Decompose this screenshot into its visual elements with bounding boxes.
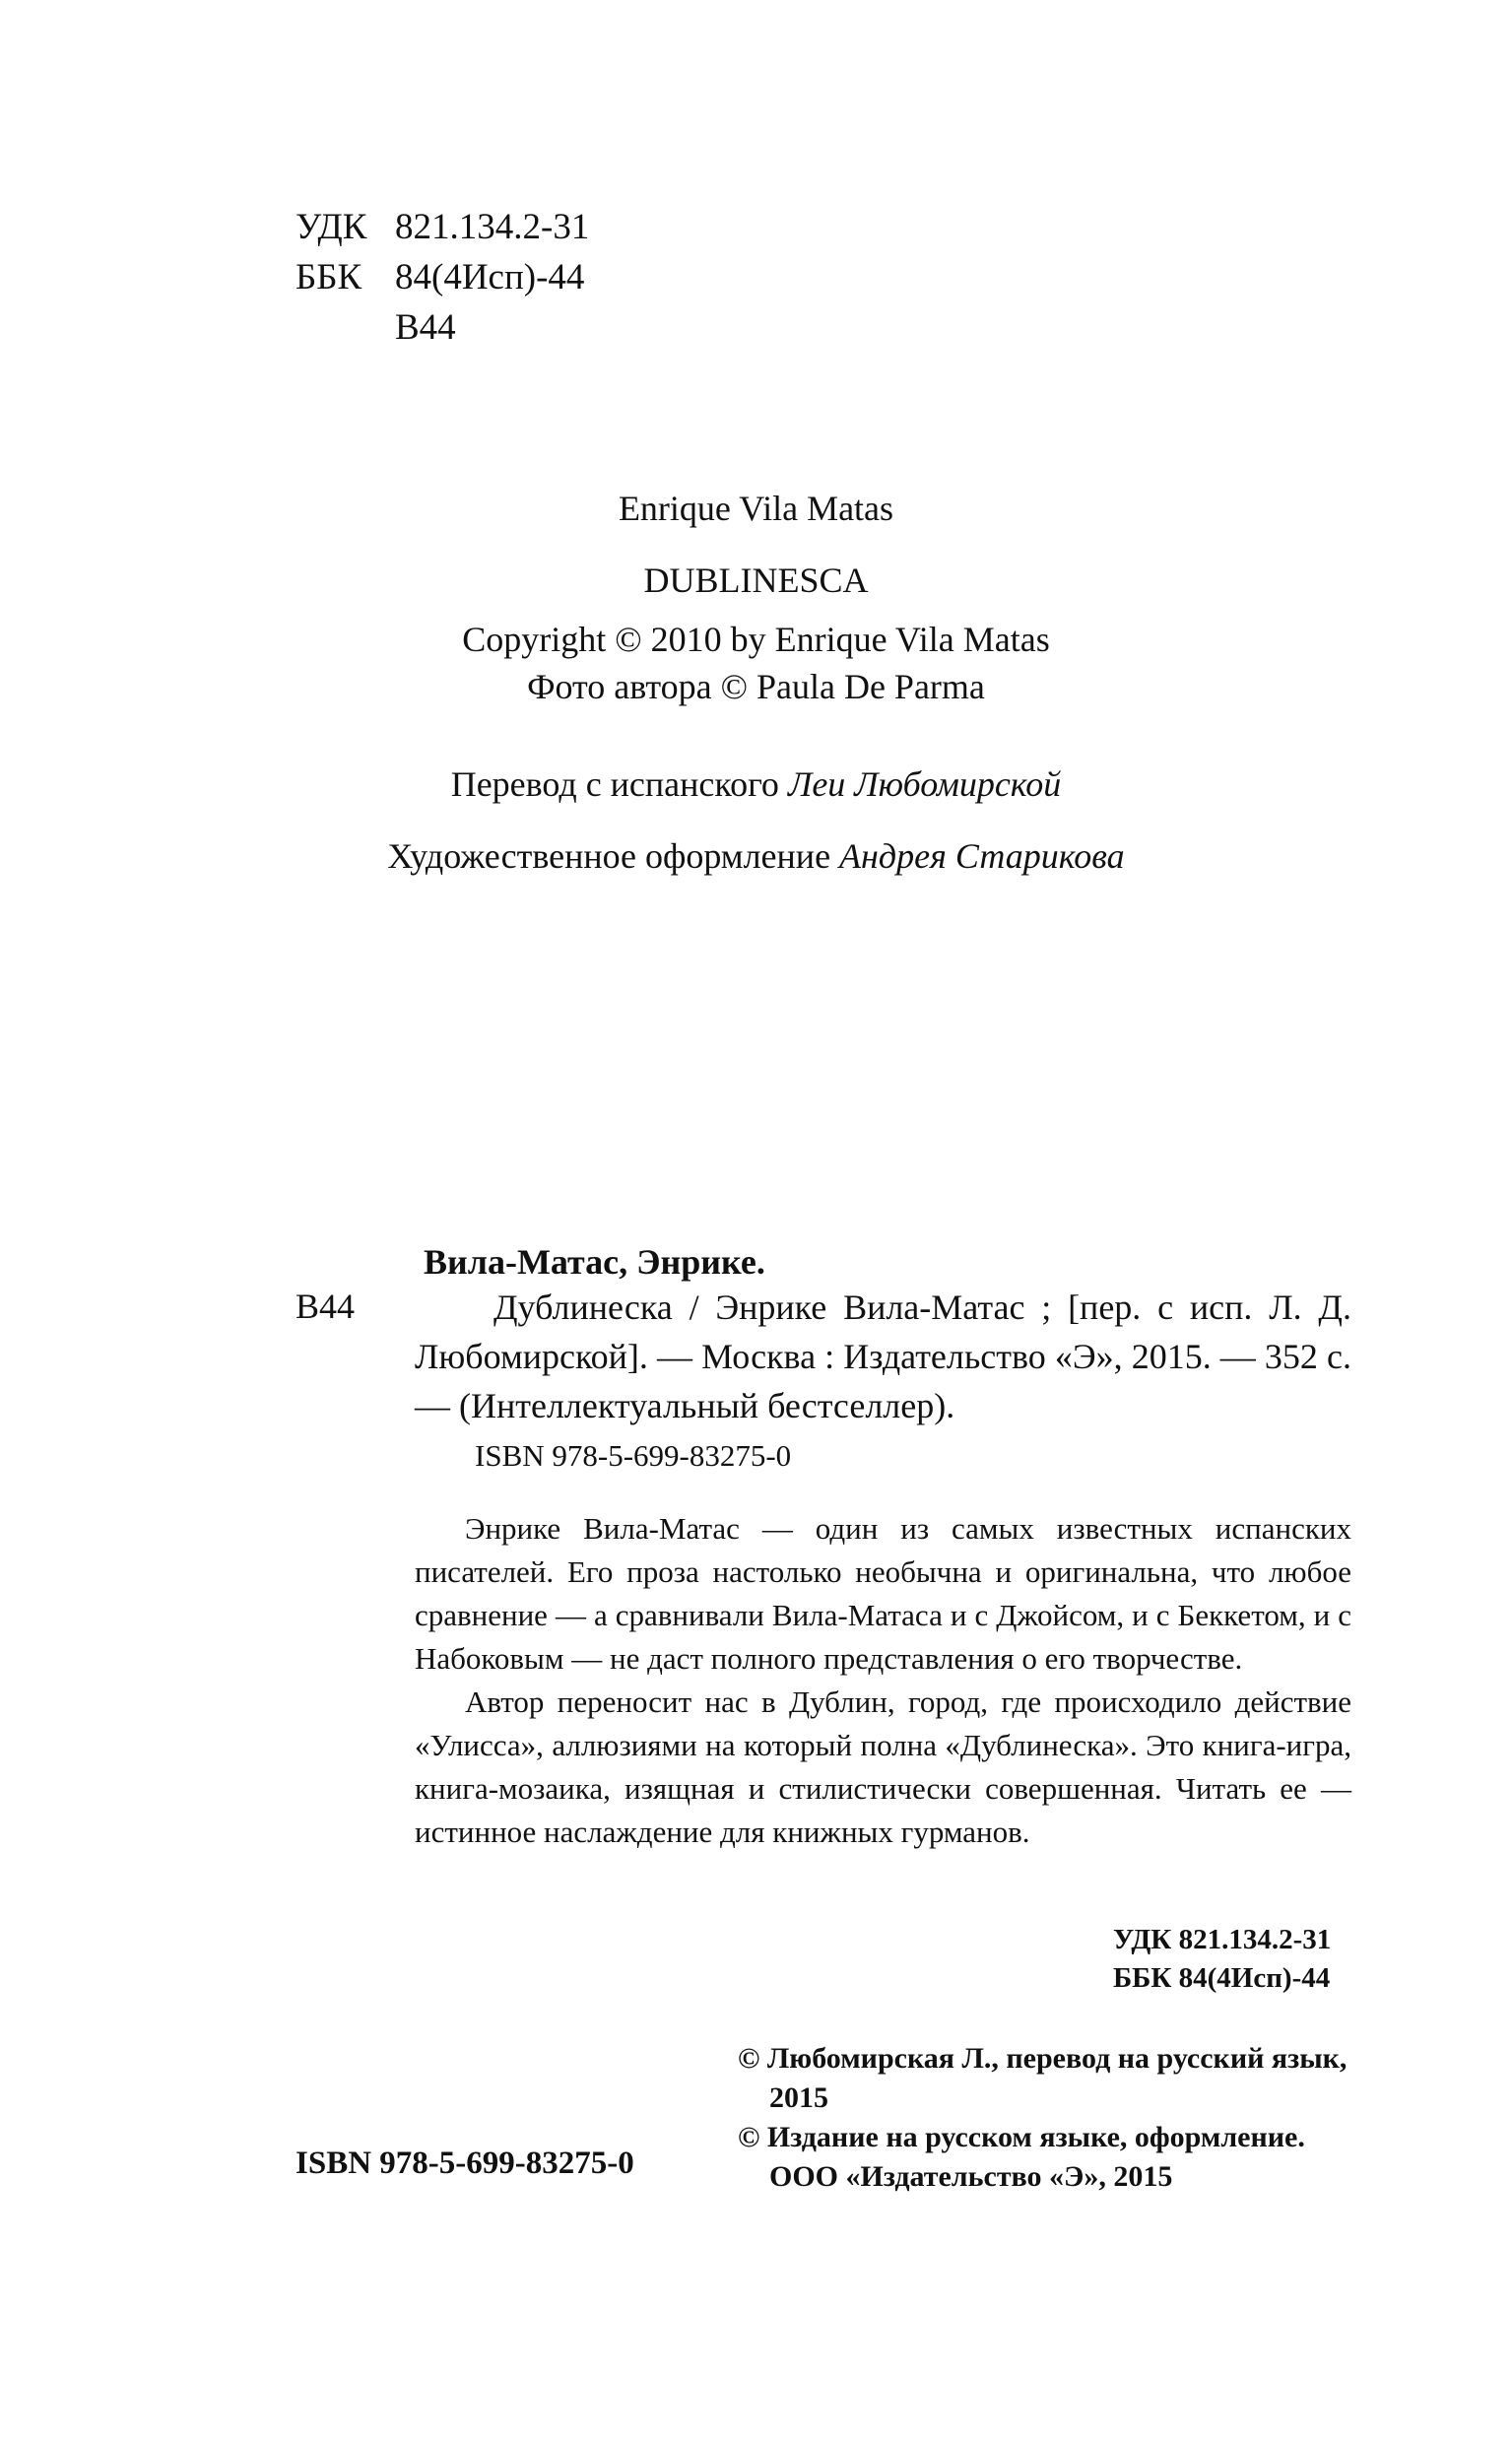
- catalog-author-mark: В44: [296, 1287, 356, 1326]
- original-title: DUBLINESCA: [643, 561, 869, 600]
- original-author: Enrique Vila Matas: [618, 489, 894, 528]
- catalog-description: Дублинеска / Энрике Вила-Матас ; [пер. с исп. Л. Д. Любомирской]. — Москва : Издательство «Э», 2015. — 352 с. — (Интеллектуальный бестселлер).: [415, 1288, 1351, 1425]
- bottom-bbk: ББК 84(4Исп)-44: [1113, 1962, 1331, 1994]
- design-credit: [0, 835, 1512, 877]
- bbk-label: ББК: [296, 257, 362, 297]
- author-mark-row: [296, 302, 589, 353]
- udk-value: 821.134.2-31: [395, 207, 590, 247]
- bbk-value: 84(4Исп)-44: [395, 257, 585, 297]
- bottom-codes: [1113, 1921, 1331, 1998]
- translation-credit: [0, 763, 1512, 805]
- translation-copyright: © Любомирская Л., перевод на русский язык, 2015: [738, 2042, 1348, 2114]
- design-prefix: Художественное оформление: [387, 836, 840, 876]
- classification-codes: [296, 202, 589, 353]
- translator-name: Леи Любомирской: [787, 764, 1062, 804]
- udk-row: [296, 202, 589, 252]
- annotation: [415, 1507, 1351, 1854]
- author-mark: В44: [395, 307, 456, 348]
- bottom-udk: УДК 821.134.2-31: [1113, 1924, 1332, 1955]
- catalog-isbn: ISBN 978-5-699-83275-0: [475, 1438, 792, 1473]
- edition-copyright: © Издание на русском языке, оформление. ООО «Издательство «Э», 2015: [738, 2121, 1305, 2193]
- annotation-paragraph-1: Энрике Вила-Матас — один из самых известных испанских писателей. Его проза настолько необычна и оригинальна, что любое сравнение — а сравнивали Вила-Матаса и с Джойсом, и с Беккетом, и с Набоковым — не даст полного представления о его творчестве.: [415, 1511, 1351, 1676]
- translation-prefix: Перевод с испанского: [450, 764, 788, 804]
- copyright-notices: [738, 2039, 1368, 2197]
- annotation-paragraph-2: Автор переносит нас в Дублин, город, где происходило действие «Улисса», аллюзиями на который полна «Дублинеска». Это книга-игра, книга-мозаика, изящная и стилистически совершенная. Читать ее — истинное наслаждение для книжных гурманов.: [415, 1684, 1351, 1849]
- copyright-line: Copyright © 2010 by Enrique Vila Matas: [462, 620, 1050, 659]
- isbn-bottom: ISBN 978-5-699-83275-0: [296, 2146, 634, 2181]
- photo-credit: Фото автора © Paula De Parma: [527, 667, 985, 706]
- catalog-author-heading: Вила-Матас, Энрике.: [424, 1242, 765, 1282]
- bbk-row: [296, 252, 589, 302]
- designer-name: Андрея Старикова: [839, 836, 1125, 876]
- udk-label: УДК: [296, 207, 367, 247]
